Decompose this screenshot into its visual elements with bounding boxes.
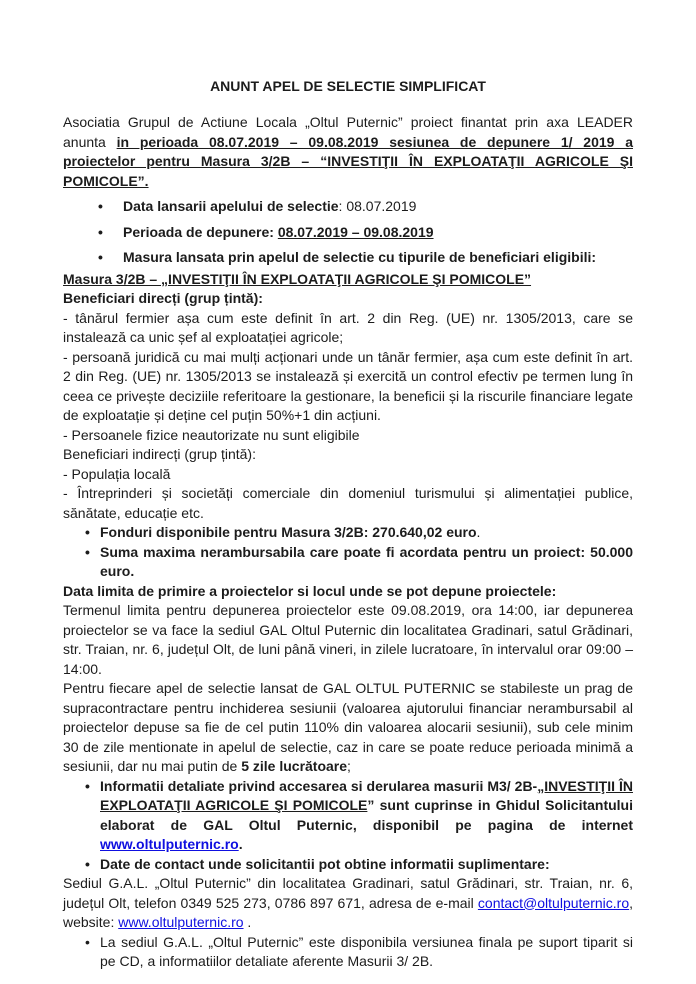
measure-types-label: Masura lansata prin apelul de selectie cu tipurile de beneficiari eligibili: (123, 249, 597, 265)
intro-paragraph (63, 113, 633, 191)
direct-beneficiary-item: - persoană juridică cu mai mulți acționari unde un tânăr fermier, așa cum este definit în art. 2 din Reg. (UE) nr. 1305/2013 se instalează și exercită un control efectiv pe termen lung în ceea ce privește deciziile referitoare la gestionare, la beneficii și la riscurile financiare legate de exploatație și deține cel puțin 50%+1 din acțiuni. (63, 348, 633, 423)
bullet-icon: • (85, 543, 90, 560)
max-amount-text: Suma maxima nerambursabila care poate fi acordata pentru un proiect: 50.000 euro. (100, 543, 633, 579)
threshold-lead-text: Pentru fiecare apel de selectie lansat de GAL OLTUL PUTERNIC se stabileste un prag de supracontractare pentru inchiderea sesiunii (valoarea ajutorului financiar nerambursabil al proiectelor depuse sa fie de cel putin 110% din valoarea alocarii sesiunii), sub cele minim 30 de zile mentionate in apelul de selectie, caz in care se poate reduce perioada minimă a sesiunii, dar nu mai putin de (63, 680, 633, 774)
deadline-paragraph: Termenul limita pentru depunerea proiectelor este 09.08.2019, ora 14:00, iar depunerea proiectelor se va face la sediul GAL Oltul Puternic din localitatea Gradinari, satul Grădinari, str. Traian, nr. 6, județul Olt, de luni până vineri, in zilele lucratoare, în intervalul orar 09:00 – 14:00. (63, 602, 633, 677)
submission-period-value: 08.07.2019 – 09.08.2019 (277, 223, 434, 240)
website-link[interactable]: www.oltulputernic.ro (118, 914, 244, 930)
launch-date-label: Data lansarii apelului de selectie (123, 198, 339, 214)
submission-period-line (123, 223, 633, 243)
bullet-available-funds (63, 523, 633, 543)
contact-tail-text: . (243, 914, 252, 930)
direct-beneficiary-item: - tânărul fermier așa cum este definit în art. 2 din Reg. (UE) nr. 1305/2013, care se instalează ca unic șef al exploatației agricole; (63, 309, 633, 345)
bullet-contact-info (63, 855, 633, 875)
bullet-final-note (63, 933, 633, 972)
bullet-icon: • (85, 777, 90, 794)
intro-highlight-text: in perioada 08.07.2019 – 09.08.2019 sesiunea de depunere 1/ 2019 a proiectelor pentru Masura 3/2B – “INVESTIŢII ÎN EXPLOATAŢII AGRICOLE ŞI POMICOLE”. (63, 133, 633, 189)
detailed-info-line (100, 777, 633, 855)
launch-date-line (123, 197, 633, 217)
threshold-bold-text: 5 zile lucrătoare (241, 758, 348, 774)
final-note-text: La sediul G.A.L. „Oltul Puternic” este disponibila versiunea finala pe suport tiparit si pe CD, a informatiilor detaliate aferente Masurii 3/ 2B. (100, 933, 633, 969)
bullet-measure-types (63, 248, 633, 268)
detailed-info-measure-name: „INVESTIŢII ÎN EXPLOATAŢII AGRICOLE ŞI POMICOLE (100, 777, 633, 813)
detailed-info-lead: Informatii detaliate privind accesarea si derularea masurii M3/ 2B- (100, 777, 538, 794)
bullet-icon: • (98, 249, 103, 265)
available-funds-text: Fonduri disponibile pentru Masura 3/2B: 270.640,02 euro (100, 524, 477, 540)
contact-mid-text: , website: (63, 894, 633, 930)
bullet-submission-period (63, 223, 633, 243)
bullet-detailed-info (63, 777, 633, 855)
intro-lead-text: Asociatia Grupul de Actiune Locala „Oltul Puternic” proiect finantat prin axa LEADER anunta (63, 114, 633, 150)
email-link[interactable]: contact@oltulputernic.ro (477, 894, 630, 911)
indirect-beneficiary-item: - Întreprinderi și societăți comerciale din domeniul turismului și alimentației publice, sănătate, educație etc. (63, 485, 633, 521)
contact-paragraph (63, 874, 633, 933)
available-funds-period: . (476, 524, 481, 540)
threshold-tail-text: ; (347, 758, 351, 774)
bullet-icon: • (85, 855, 90, 872)
direct-beneficiaries-label: Beneficiari direcți (grup țintă): (63, 290, 263, 306)
indirect-beneficiaries-label: Beneficiari indirecți (grup țintă): (63, 446, 256, 462)
launch-date-value: : 08.07.2019 (338, 198, 417, 214)
bullet-icon: • (98, 198, 103, 214)
contact-lead-text: Sediul G.A.L. „Oltul Puternic” din localitatea Gradinari, satul Grădinari, str. Traian, nr. 6, județul Olt, telefon 0349 525 273, 0786 897 671, adresa de e-mail (63, 875, 633, 911)
bullet-icon: • (98, 223, 103, 240)
detailed-info-after: ” sunt cuprinse in Ghidul Solicitantului elaborat de GAL Oltul Puternic, disponibil pe pagina de internet (100, 797, 633, 833)
document-title: ANUNT APEL DE SELECTIE SIMPLIFICAT (210, 78, 486, 94)
bullet-launch-date (63, 197, 633, 217)
deadline-heading: Data limita de primire a proiectelor si locul unde se pot depune proiectele: (63, 582, 557, 599)
threshold-paragraph (63, 679, 633, 777)
available-funds-line (100, 523, 633, 543)
measure-heading: Masura 3/2B – „INVESTIŢII ÎN EXPLOATAŢII AGRICOLE ŞI POMICOLE” (63, 270, 532, 287)
bullet-icon: • (85, 524, 90, 540)
submission-period-label: Perioada de depunere: (123, 223, 278, 240)
bullet-max-amount (63, 543, 633, 582)
bullet-icon: • (85, 933, 90, 950)
website-link[interactable]: www.oltulputernic.ro (100, 836, 239, 852)
contact-heading: Date de contact unde solicitantii pot obtine informatii suplimentare: (100, 855, 550, 872)
indirect-beneficiary-item: - Populația locală (63, 465, 171, 482)
detailed-info-tail: . (238, 836, 243, 852)
direct-beneficiary-item: - Persoanele fizice neautorizate nu sunt eligibile (63, 426, 360, 443)
